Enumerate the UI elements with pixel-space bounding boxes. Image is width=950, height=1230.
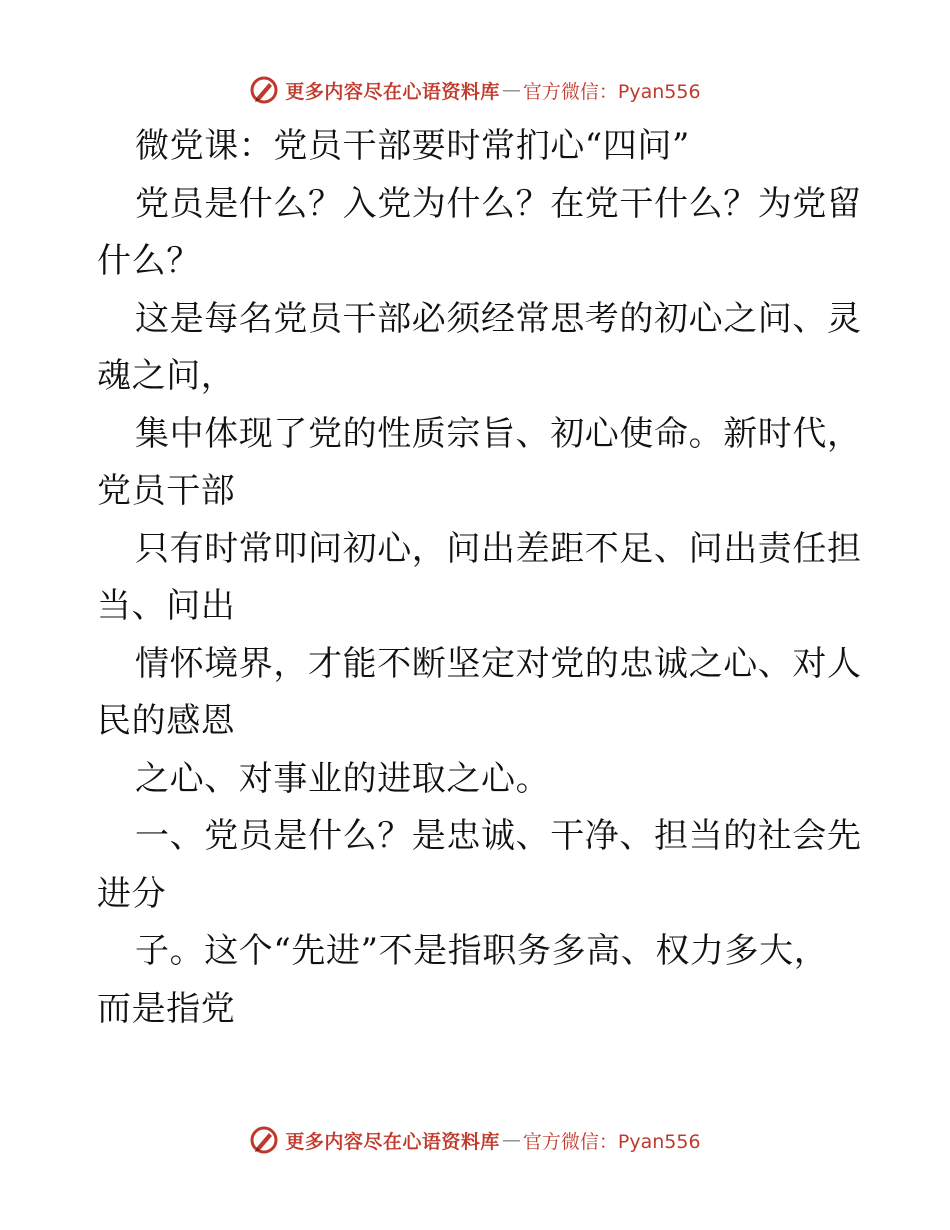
text-line: 而是指党 bbox=[97, 988, 236, 1029]
separator: — bbox=[501, 79, 521, 101]
wechat-label: 官方微信：Pyan556 bbox=[522, 1130, 701, 1153]
text-line: 只有时常叩问初心，问出差距不足、问出责任担 bbox=[135, 528, 862, 569]
pen-in-circle-icon bbox=[249, 1125, 279, 1155]
text-line: 党员干部 bbox=[97, 471, 236, 511]
text-line: 民的感恩 bbox=[97, 701, 236, 741]
wechat-label: 官方微信：Pyan556 bbox=[522, 80, 701, 103]
text-line: 什么？ bbox=[97, 241, 201, 281]
text-line: 一、党员是什么？是忠诚、干净、担当的社会先 bbox=[135, 816, 862, 856]
promo-text: 更多内容尽在心语资料库 bbox=[285, 80, 500, 103]
text-line: 这是每名党员干部必须经常思考的初心之问、灵 bbox=[135, 298, 862, 339]
text-line: 之心、对事业的进取之心。 bbox=[135, 758, 551, 799]
text-line: 进分 bbox=[97, 873, 167, 914]
text-line: 子。这个“先进”不是指职务多高、权力多大， bbox=[135, 931, 829, 971]
text-line: 集中体现了党的性质宗旨、初心使命。新时代， bbox=[135, 413, 862, 454]
text-line: 当、问出 bbox=[97, 586, 236, 626]
document-title: 微党课：党员干部要时常扪心“四问” bbox=[135, 126, 690, 166]
text-line: 魂之问， bbox=[97, 356, 236, 396]
separator: — bbox=[501, 1129, 521, 1151]
text-line: 情怀境界，才能不断坚定对党的忠诚之心、对人 bbox=[135, 643, 862, 684]
pen-in-circle-icon bbox=[249, 75, 279, 105]
document-body bbox=[97, 118, 862, 1038]
text-line: 党员是什么？入党为什么？在党干什么？为党留 bbox=[135, 183, 862, 224]
promo-text: 更多内容尽在心语资料库 bbox=[285, 1130, 500, 1153]
header-banner bbox=[0, 70, 950, 110]
footer-banner bbox=[0, 1120, 950, 1160]
